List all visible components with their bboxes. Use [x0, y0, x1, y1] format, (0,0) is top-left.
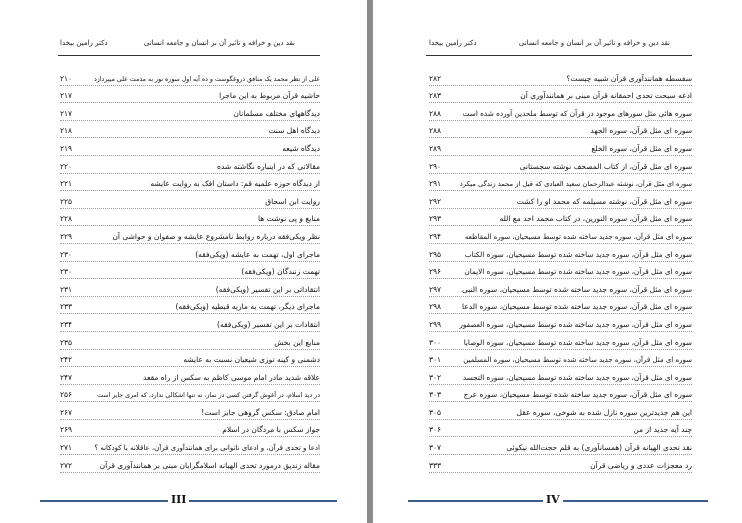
toc-entry-page: ۳۰۲ — [429, 372, 442, 382]
toc-list — [429, 68, 692, 473]
toc-entry-page: ۲۳۵ — [60, 337, 73, 347]
toc-entry-page: ۲۱۸ — [60, 126, 73, 136]
toc-entry — [429, 402, 692, 420]
toc-entry — [60, 297, 320, 315]
toc-entry-page: ۲۹۶ — [429, 267, 442, 277]
toc-entry-page: ۲۱۹ — [60, 143, 73, 153]
toc-entry — [429, 174, 692, 192]
toc-entry-page: ۲۸۳ — [429, 91, 442, 101]
toc-entry-page: ۲۹۰ — [429, 161, 442, 171]
toc-entry-page: ۲۲۸ — [60, 214, 73, 224]
toc-entry-title: سوره ای مثل قرآن، سوره جدید ساخته شده توسط مسیحیان، سوره الدعا — [462, 302, 692, 312]
toc-entry-title: روایت ابن اسحاق — [265, 196, 320, 206]
toc-entry-title: سوره ای مثل قرآن، سوره الجهد — [590, 126, 692, 136]
toc-entry — [60, 156, 320, 174]
header-rule — [426, 55, 692, 56]
toc-entry — [60, 209, 320, 227]
toc-entry — [429, 191, 692, 209]
toc-entry-title: سوره ای مثل قرآن، سوره جدید ساخته شده توسط مسیحیان، سوره العصفور — [459, 319, 692, 329]
toc-entry — [429, 209, 692, 227]
toc-entry-page: ۲۹۵ — [429, 249, 442, 259]
toc-entry — [60, 385, 320, 403]
page-number: IV — [543, 493, 563, 506]
toc-entry-title: سوره ای مثل قرآن، نوشته عبدالرحمان سعید العبادی که قبل از محمد زندگی میکرد — [459, 180, 692, 189]
toc-entry — [429, 279, 692, 297]
toc-entry-title: سوره ای مثل قرآن، از کتاب المصحف نوشته سجستانی — [519, 161, 692, 171]
toc-entry-page: ۲۷۲ — [60, 460, 73, 470]
toc-entry — [429, 86, 692, 104]
toc-entry-title: سوره ای مثل قرآن، سوره جدید ساخته شده توسط مسیحیان، سوره الوصایا — [463, 337, 692, 347]
toc-entry-title: سوره ای مثل قرآن، نوشته مسیلمه که محمد او را کشت — [516, 196, 692, 206]
toc-entry-page: ۲۶۷ — [60, 407, 73, 417]
toc-entry-title: دشمنی و کینه توزی شیعیان نسبت به عایشه — [183, 355, 320, 365]
toc-entry-page: ۲۱۷ — [60, 91, 73, 101]
toc-entry — [60, 402, 320, 420]
toc-entry-page: ۲۲۹ — [60, 231, 73, 241]
toc-entry-title: ماجرای دیگر، تهمت به ماریه قبطیه (ویکی‌فقه) — [175, 302, 320, 312]
header-title: نقد دین و خرافه و تاثیر آن بر انسان و جامعه انسانی — [143, 39, 295, 47]
page-number: III — [168, 493, 189, 506]
toc-entry — [60, 350, 320, 368]
toc-entry-title: سوره ای مثل قرآن، سوره جدید ساخته شده توسط مسیحیان، سوره النبی — [461, 284, 692, 294]
toc-entry-page: ۳۰۱ — [429, 355, 442, 365]
toc-entry-title: مقالاتی که در اینباره نگاشته شده — [217, 161, 320, 171]
toc-entry — [429, 121, 692, 139]
toc-entry-title: جواز سکس با مردگان در اسلام — [222, 425, 320, 435]
toc-entry-title: این هم جدیدترین سوره نازل شده به شوخی، سوره عقل — [516, 407, 692, 417]
toc-entry-title: سوره ای مثل قرآن، سوره جدید ساخته شده توسط مسیحیان، سوره المسلمین — [463, 356, 692, 365]
toc-entry-title: ادعا و تحدی قرآن، و ادعای ناتوانی برای همانندآوری قرآن، عاقلانه یا کودکانه ؟ — [94, 444, 320, 453]
toc-entry-title: مقاله زندیق درمورد تحدی الهیانه اسلامگرایان مبنی بر همانندآوری قرآن — [99, 460, 320, 470]
toc-entry-page: ۲۹۳ — [429, 214, 442, 224]
toc-entry — [60, 332, 320, 350]
toc-entry — [429, 103, 692, 121]
toc-entry — [60, 103, 320, 121]
toc-entry — [60, 455, 320, 473]
right-page — [373, 0, 742, 523]
toc-entry-page: ۲۵۶ — [60, 390, 73, 400]
toc-entry-page: ۳۰۰ — [429, 337, 442, 347]
toc-entry-page: ۲۴۲ — [60, 355, 73, 365]
toc-entry-page: ۳۳۳ — [429, 460, 442, 470]
toc-entry-title: در دید اسلام، در آغوش گرفتن کسی در نماز، نه تنها اشکالی ندارد، که امری جایز است — [97, 392, 320, 400]
toc-entry-page: ۲۹۴ — [429, 231, 442, 241]
toc-entry-title: از دیدگاه حوزه علمیه قم: داستان افک به روایت عایشه — [150, 179, 320, 189]
toc-entry — [429, 350, 692, 368]
toc-entry — [60, 68, 320, 86]
header-author: دکتر رامین بیخدا — [429, 39, 477, 47]
toc-entry — [60, 262, 320, 280]
toc-entry-page: ۲۳۰ — [60, 267, 73, 277]
toc-entry — [429, 226, 692, 244]
toc-entry-title: نظر ویکی‌فقه درباره روابط نامشروع عایشه و صفوان و حواشی آن — [112, 231, 320, 241]
toc-entry-title: سوره ای مثل قرآن، سوره جدید ساخته شده توسط مسیحیان، سوره عرج — [463, 390, 692, 400]
toc-entry-title: سوره ای مثل قرآن، سوره جدید ساخته شده توسط مسیحیان، سوره الایمان — [464, 267, 692, 277]
toc-entry — [60, 437, 320, 455]
toc-entry-page: ۲۸۹ — [429, 143, 442, 153]
toc-entry-title: منابع و پی نوشت ها — [258, 214, 320, 224]
toc-entry — [60, 138, 320, 156]
toc-entry-page: ۲۹۷ — [429, 284, 442, 294]
toc-entry — [429, 297, 692, 315]
toc-entry-title: انتقاداتی بر این تفسیر (ویکی‌فقه) — [215, 284, 320, 294]
left-page — [0, 0, 367, 523]
toc-entry-page: ۲۹۲ — [429, 196, 442, 206]
toc-entry — [429, 262, 692, 280]
toc-entry-page: ۲۳۰ — [60, 249, 73, 259]
toc-entry-page: ۲۱۷ — [60, 108, 73, 118]
toc-entry — [429, 332, 692, 350]
toc-entry-title: دیدگاههای مختلف مسلمانان — [233, 108, 320, 118]
toc-entry — [429, 314, 692, 332]
toc-entry-page: ۳۰۵ — [429, 407, 442, 417]
toc-entry-title: ادعه سبحت تحدی احمقانه قرآن مبنی بر همانندآوری آن — [520, 91, 692, 101]
toc-entry-page: ۳۰۶ — [429, 425, 442, 435]
toc-entry-title: سفسطه همانندآوری قرآن شبیه چیست؟ — [566, 73, 692, 83]
toc-entry-title: سوره ای مثل قرآن، سوره جدید ساخته شده توسط مسیحیان، سوره المقاطعه — [464, 232, 692, 241]
toc-entry — [60, 244, 320, 262]
toc-entry-title: نقد تحدی الهیانه قرآن (همسانآوری) به قلم حجت‌الله نیکوئی — [506, 443, 692, 453]
header-author: دکتر رامین بیخدا — [60, 39, 108, 47]
toc-entry — [429, 156, 692, 174]
toc-entry-page: ۲۲۱ — [60, 179, 73, 189]
toc-entry-title: امام صادق: سکس گروهی جایز است! — [201, 407, 320, 417]
toc-entry-page: ۲۹۸ — [429, 302, 442, 312]
toc-entry — [60, 367, 320, 385]
toc-entry-title: سوره ای مثل قرآن، سوره جدید ساخته شده توسط مسیحیان، سوره التجسد — [462, 372, 692, 382]
toc-entry-page: ۳۰۳ — [429, 390, 442, 400]
toc-entry — [60, 279, 320, 297]
toc-entry — [429, 68, 692, 86]
toc-entry-page: ۲۳۱ — [60, 284, 73, 294]
toc-entry — [429, 138, 692, 156]
toc-entry-title: ماجرای اول، تهمت به عایشه (ویکی‌فقه) — [195, 249, 320, 259]
toc-entry — [60, 420, 320, 438]
toc-entry-title: حاشیه قرآن مربوط به این ماجرا — [219, 91, 320, 101]
toc-entry — [60, 226, 320, 244]
toc-entry-page: ۲۱۰ — [60, 73, 73, 83]
toc-entry — [60, 121, 320, 139]
toc-entry-title: رد معجزات عددی و ریاضی قرآن — [590, 460, 692, 470]
toc-entry-title: منابع این بخش — [274, 337, 320, 347]
toc-entry-title: علاقه شدید مادر امام موسی کاظم به سکس از راه مقعد — [143, 372, 320, 382]
toc-entry — [429, 437, 692, 455]
toc-entry — [60, 86, 320, 104]
toc-entry — [429, 455, 692, 473]
toc-entry — [429, 244, 692, 262]
toc-entry-title: دیدگاه اهل سنت — [268, 126, 320, 136]
toc-entry-title: چند آیه جدید از من — [633, 425, 692, 435]
toc-entry-page: ۲۶۹ — [60, 425, 73, 435]
toc-entry-title: تهمت زنندگان (ویکی‌فقه) — [241, 267, 320, 277]
toc-entry-page: ۲۳۳ — [60, 302, 73, 312]
toc-entry-page: ۲۹۱ — [429, 179, 442, 189]
toc-entry — [60, 314, 320, 332]
toc-entry-page: ۲۸۲ — [429, 73, 442, 83]
toc-entry-page: ۲۲۵ — [60, 196, 73, 206]
toc-entry — [60, 174, 320, 192]
toc-entry-page: ۳۰۷ — [429, 443, 442, 453]
toc-entry-title: دیدگاه شیعه — [282, 143, 320, 153]
toc-entry-page: ۲۴۷ — [60, 372, 73, 382]
toc-entry-title: علی از نظر محمد یک منافق دروغگوست و ده آیه اول سوره نور به مذمت علی میپردازد — [94, 75, 320, 83]
toc-entry-page: ۲۷۱ — [60, 443, 73, 453]
toc-entry-page: ۲۸۸ — [429, 126, 442, 136]
toc-entry-title: سوره ای مثل قرآن، سوره جدید ساخته شده توسط مسیحیان، سوره الکتاب — [464, 249, 692, 259]
header-title: نقد دین و خرافه و تاثیر آن بر انسان و جامعه انسانی — [518, 39, 670, 47]
toc-entry-title: انتقادات بر این تفسیر (ویکی‌فقه) — [217, 319, 320, 329]
toc-entry — [429, 420, 692, 438]
toc-entry-page: ۲۸۸ — [429, 108, 442, 118]
toc-entry — [60, 191, 320, 209]
toc-entry-title: سوره ای مثل قرآن، سوره الخلع — [591, 143, 692, 153]
toc-entry — [429, 385, 692, 403]
toc-entry-title: سوره ای مثل قرآن، سوره النورین، در کتاب محمد احد مع الله — [499, 214, 692, 224]
toc-entry-page: ۲۹۹ — [429, 319, 442, 329]
header-rule — [58, 55, 320, 56]
toc-entry-title: سوره هائی مثل سورهای موجود در قرآن که توسط ملحدین آورده شده است — [462, 108, 692, 118]
toc-entry-page: ۲۲۰ — [60, 161, 73, 171]
toc-entry-page: ۲۳۴ — [60, 319, 73, 329]
toc-list — [60, 68, 320, 473]
toc-entry — [429, 367, 692, 385]
